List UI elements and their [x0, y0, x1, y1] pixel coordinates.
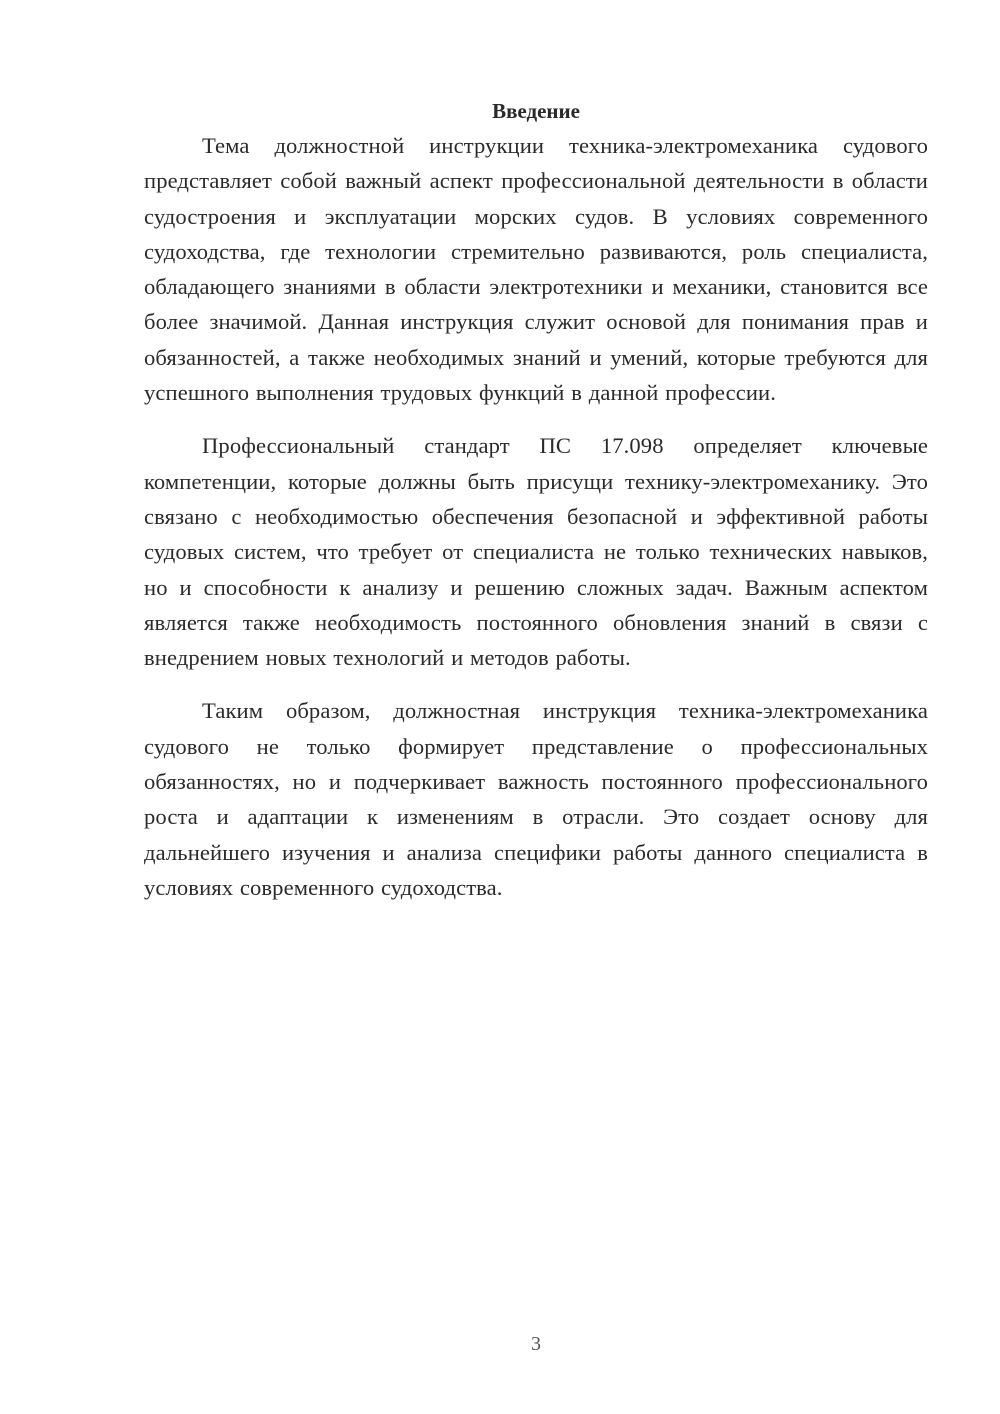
section-title: Введение: [492, 99, 580, 123]
page-number: 3: [531, 1333, 541, 1355]
page-content: [144, 95, 928, 923]
paragraph-1: Тема должностной инструкции техника-электромеханика судового представляет собой важный аспект профессиональной деятельности в области судостроения и эксплуатации морских судов. В условиях современного судоходства, где технологии стремительно развиваются, роль специалиста, обладающего знаниями в области электротехники и механики, становится все более значимой. Данная инструкция служит основой для понимания прав и обязанностей, а также необходимых знаний и умений, которые требуются для успешного выполнения трудовых функций в данной профессии.: [144, 133, 928, 406]
paragraph-2: Профессиональный стандарт ПС 17.098 определяет ключевые компетенции, которые должны быть присущи технику-электромеханику. Это связано с необходимостью обеспечения безопасной и эффективной работы судовых систем, что требует от специалиста не только технических навыков, но и способности к анализу и решению сложных задач. Важным аспектом является также необходимость постоянного обновления знаний в связи с внедрением новых технологий и методов работы.: [144, 433, 928, 671]
paragraph-3: Таким образом, должностная инструкция техника-электромеханика судового не только формирует представление о профессиональных обязанностях, но и подчеркивает важность постоянного профессионального роста и адаптации к изменениям в отрасли. Это создает основу для дальнейшего изучения и анализа специфики работы данного специалиста в условиях современного судоходства.: [144, 698, 928, 900]
